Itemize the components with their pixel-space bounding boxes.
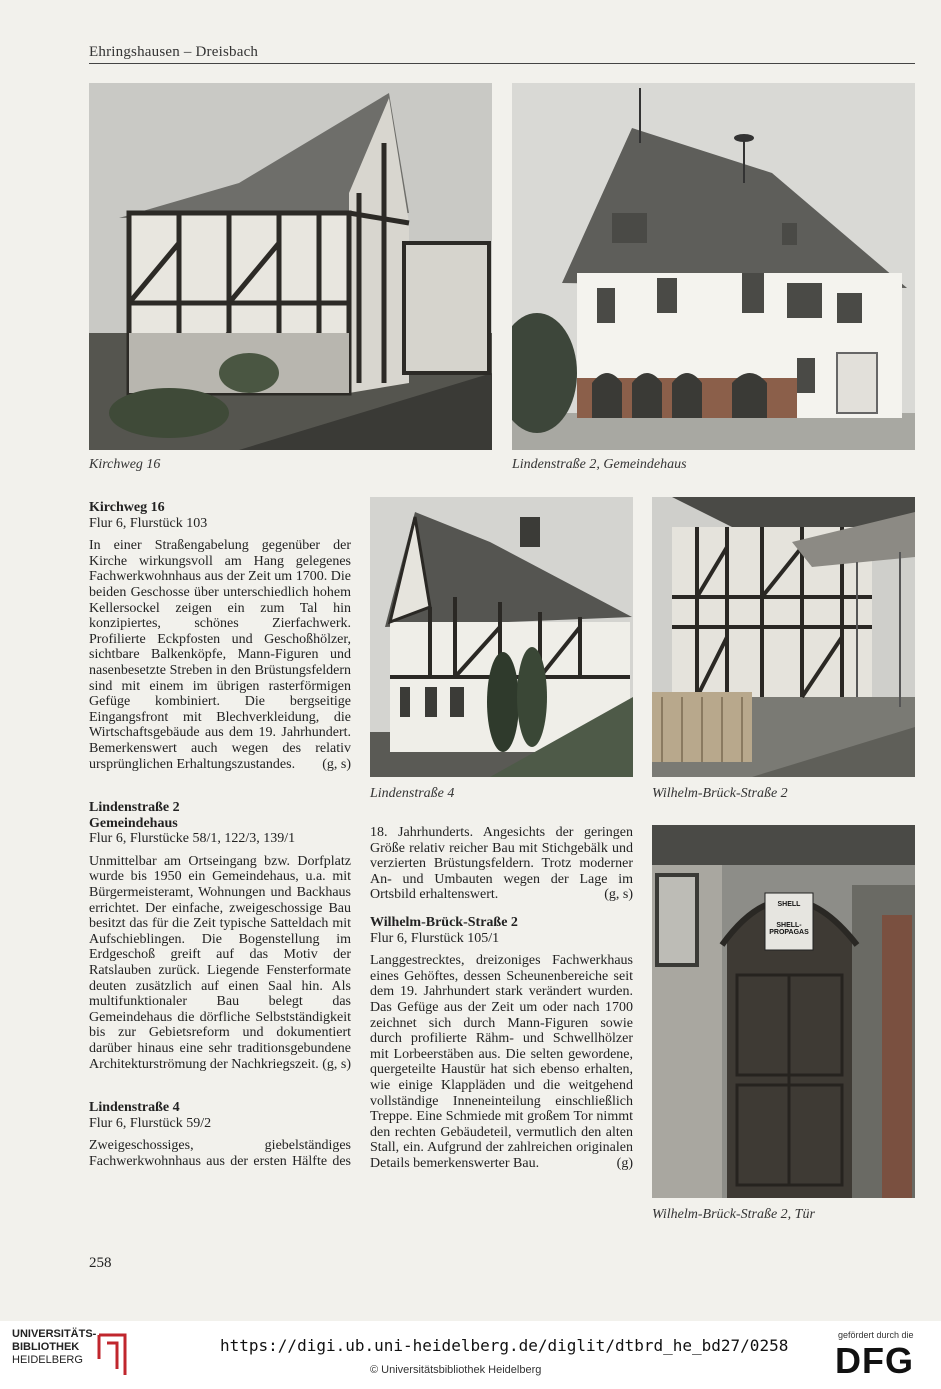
entry-text-wilhelm-brueck-strasse-2: Langgestrecktes, dreizoniges Fachwerkhaus eines Gehöftes, dessen Scheunenbereiche seit dem 19. Jahrhundert stark verändert wurden. Das Gefüge aus der Zeit um oder nach 1700 zeichnet sich durch Mann-Figuren sowie durch profilierte Rähm- und Schwellhölzer mit Lorbeerstäben aus. Die selten gewordene, quergeteilte Haustür hat sich ebenso erhalten, wie einige Klappläden und die weitgehend vollständige Inneneinteilung einschließlich Treppe. Eine Schmiede mit großem Tor nimmt den rechten Gebäudeteil, vermutlich den alten Stall, ein. Aufgrund der zahlreichen originalen Details bemerkenswerter Bau. (g): [370, 953, 633, 1171]
photo-wilhelm-brueck-strasse-2: [652, 497, 915, 777]
library-line-1: UNIVERSITÄTS-: [12, 1328, 97, 1340]
shell-sign: [766, 895, 812, 936]
shell-sign-line2: PROPAGAS: [769, 929, 809, 936]
entry-flur-kirchweg-16: Flur 6, Flurstück 103: [89, 515, 208, 531]
library-logo-icon: [95, 1329, 131, 1384]
caption-wilhelm-brueck-strasse-2-tuer: Wilhelm-Brück-Straße 2, Tür: [652, 1207, 815, 1222]
entry-signature: (g, s): [322, 1056, 351, 1072]
entry-title-kirchweg-16: Kirchweg 16: [89, 500, 165, 515]
copyright-notice: © Universitätsbibliothek Heidelberg: [370, 1364, 542, 1376]
entry-flur-lindenstrasse-2: Flur 6, Flurstücke 58/1, 122/3, 139/1: [89, 831, 296, 847]
library-line-3: HEIDELBERG: [12, 1354, 83, 1366]
viewer-footer: [0, 1321, 941, 1389]
page-number: 258: [89, 1255, 112, 1271]
entry-signature: (g): [616, 1155, 633, 1171]
caption-lindenstrasse-2: Lindenstraße 2, Gemeindehaus: [512, 457, 687, 472]
caption-lindenstrasse-4: Lindenstraße 4: [370, 786, 455, 801]
permalink-url[interactable]: https://digi.ub.uni-heidelberg.de/diglit/dtbrd_he_bd27/0258: [220, 1336, 789, 1355]
dfg-logo: DFG: [835, 1340, 914, 1381]
shell-sign-line1: SHELL-: [776, 922, 802, 929]
entry-text-lindenstrasse-4-part1: Zweigeschossiges, giebelständiges Fachwerkwohnhaus aus der ersten Hälfte des: [89, 1138, 351, 1169]
photo-wilhelm-brueck-strasse-2-tuer: [652, 825, 915, 1198]
entry-title-wilhelm-brueck-strasse-2: Wilhelm-Brück-Straße 2: [370, 914, 518, 930]
entry-subtitle-gemeindehaus: Gemeindehaus: [89, 815, 178, 831]
running-header: Ehringshausen – Dreisbach: [89, 44, 259, 60]
entry-text-lindenstrasse-4-part2: 18. Jahrhunderts. Angesichts der geringen Größe relativ reicher Bau mit Stichgebälk und verzierten Brüstungsfeldern. Trotz moderner An- und Umbauten wegen der Lage im Ortsbild erhaltenswert. (g, s): [370, 825, 633, 903]
entry-title-lindenstrasse-4: Lindenstraße 4: [89, 1100, 180, 1116]
entry-signature: (g, s): [322, 756, 351, 772]
library-logo-text: [12, 1328, 96, 1367]
entry-title-lindenstrasse-2: Lindenstraße 2: [89, 800, 180, 816]
text-column-left: [89, 500, 351, 1170]
photo-lindenstrasse-4: [370, 497, 633, 777]
caption-wilhelm-brueck-strasse-2: Wilhelm-Brück-Straße 2: [652, 786, 788, 801]
shell-logo-text: SHELL: [777, 901, 801, 908]
photo-lindenstrasse-2: [512, 83, 915, 450]
caption-kirchweg-16: Kirchweg 16: [89, 457, 161, 472]
entry-flur-wilhelm-brueck-strasse-2: Flur 6, Flurstück 105/1: [370, 930, 500, 946]
header-rule: [89, 63, 915, 64]
entry-text-kirchweg-16: In einer Straßengabelung gegenüber der Kirche wirkungsvoll am Hang gelegenes Fachwerkwohnhaus aus der Zeit um 1700. Die beiden Geschosse über unterschiedlich hohem Kellersockel zeigen ein zum Tal hin konzipiertes, schönes Zierfachwerk. Profilierte Eckpfosten und Geschoßhölzer, sichtbare Balkenköpfe, Mann-Figuren und nasenbesetzte Streben in den Brüstungsfeldern sind mit einem im übrigen rasterförmigen Gefüge kombiniert. Die bergseitige Eingangsfront mit Blechverkleidung, die Wirtschaftsgebäude aus dem 19. Jahrhundert. Bemerkenswert auch wegen des relativ ursprünglichen Erhaltungszustandes. (g, s): [89, 538, 351, 772]
entry-signature: (g, s): [604, 887, 633, 903]
text-column-middle: [370, 825, 633, 1171]
entry-flur-lindenstrasse-4: Flur 6, Flurstück 59/2: [89, 1115, 212, 1131]
funding-note: gefördert durch die: [838, 1330, 914, 1340]
photo-kirchweg-16: [89, 83, 492, 450]
entry-text-lindenstrasse-2: Unmittelbar am Ortseingang bzw. Dorfplatz wurde bis 1950 ein Gemeindehaus, u.a. mit Bürgermeisteramt, Wohnungen und Backhaus errichtet. Der einfache, zweigeschossige Bau besitzt das für die Zeit typische Satteldach mit Aufschieblingen. Die Bogenstellung im Erdgeschoß greift auf das Motiv der Ratslauben zurück. Liegende Fensterformate deuten zusätzlich auf einen Saal hin. Als multifunktionaler Bau belegt das Gemeindehaus die dörfliche Selbstständigkeit bis zur Gebietsreform und dokumentiert darüber hinaus eine sehr traditionsgebundene Architekturströmung der Nachkriegszeit. (g, s): [89, 853, 351, 1072]
library-line-2: BIBLIOTHEK: [12, 1341, 80, 1353]
